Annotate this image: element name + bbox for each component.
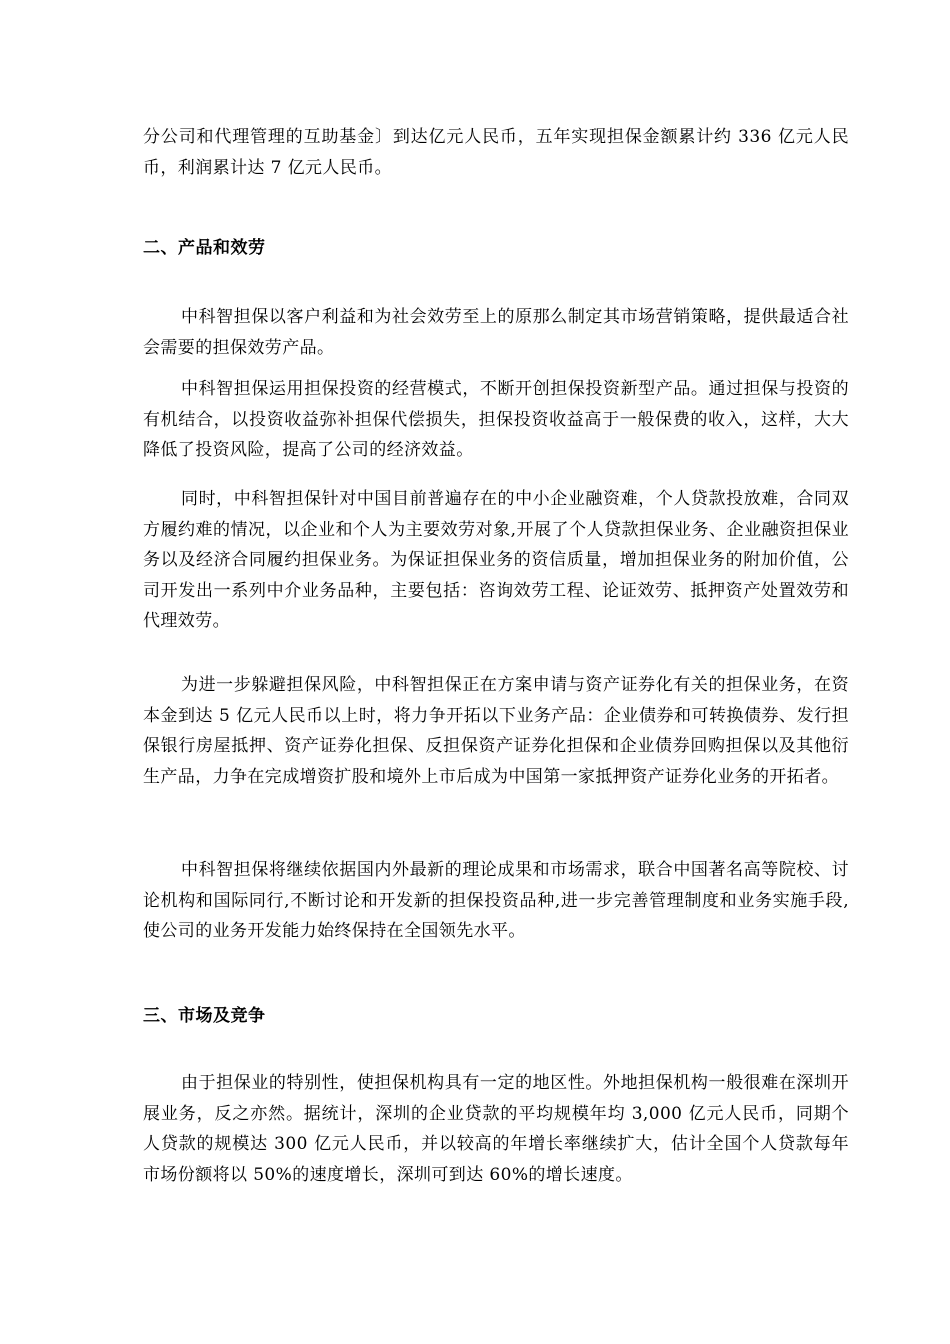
- market-paragraph-1: 由于担保业的特别性，使担保机构具有一定的地区性。外地担保机构一般很难在深圳开展业务，反之亦然。据统计，深圳的企业贷款的平均规模年均 3,000 亿元人民币，同期个人贷款的规模达 300 亿元人民币，并以较高的年增长率继续扩大，估计全国个人贷款每年市场份额将以 50%的速度增长，深圳可到达 60%的增长速度。: [143, 1073, 849, 1185]
- products-paragraph-5: 中科智担保将继续依据国内外最新的理论成果和市场需求，联合中国著名高等院校、讨论机构和国际同行,不断讨论和开发新的担保投资品种,进一步完善管理制度和业务实施手段,使公司的业务开发能力始终保持在全国领先水平。: [143, 860, 849, 941]
- products-paragraph-1: 中科智担保以客户利益和为社会效劳至上的原那么制定其市场营销策略，提供最适合社会需要的担保效劳产品。: [143, 307, 849, 358]
- section-heading-products: 二、产品和效劳: [143, 238, 266, 258]
- products-paragraph-3: 同时，中科智担保针对中国目前普遍存在的中小企业融资难，个人贷款投放难，合同双方履约难的情况，以企业和个人为主要效劳对象,开展了个人贷款担保业务、企业融资担保业务以及经济合同履约担保业务。为保证担保业务的资信质量，增加担保业务的附加价值，公司开发出一系列中介业务品种，主要包括：咨询效劳工程、论证效劳、抵押资产处置效劳和代理效劳。: [143, 489, 849, 631]
- intro-paragraph: 分公司和代理管理的互助基金〕到达亿元人民币，五年实现担保金额累计约 336 亿元人民币，利润累计达 7 亿元人民币。: [143, 127, 849, 178]
- products-paragraph-4: 为进一步躲避担保风险，中科智担保正在方案申请与资产证券化有关的担保业务，在资本金到达 5 亿元人民币以上时，将力争开拓以下业务产品：企业债券和可转换债券、发行担保银行房屋抵押、资产证券化担保、反担保资产证券化担保和企业债券回购担保以及其他衍生产品，力争在完成增资扩股和境外上市后成为中国第一家抵押资产证券化业务的开拓者。: [143, 675, 849, 787]
- section-heading-market: 三、市场及竞争: [143, 1006, 266, 1026]
- products-paragraph-2: 中科智担保运用担保投资的经营模式，不断开创担保投资新型产品。通过担保与投资的有机结合，以投资收益弥补担保代偿损失，担保投资收益高于一般保费的收入，这样，大大降低了投资风险，提高了公司的经济效益。: [143, 379, 849, 460]
